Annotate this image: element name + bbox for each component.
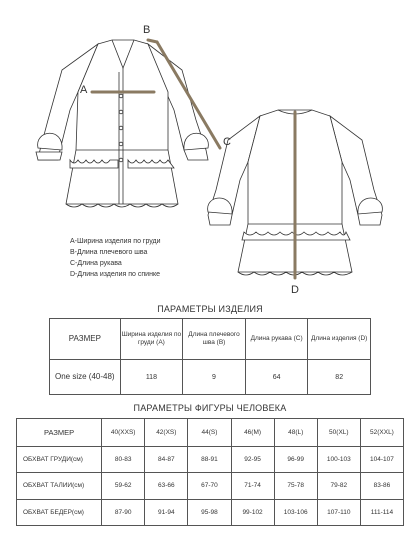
- row-label-waist: ОБХВАТ ТАЛИИ(см): [17, 473, 102, 499]
- table-cell: 96-99: [274, 447, 317, 473]
- legend-item-c: C-Длина рукава: [70, 260, 122, 267]
- header-size-52: 52(XXL): [360, 419, 403, 447]
- cell-size: One size (40-48): [50, 360, 121, 395]
- header-size-42: 42(XS): [145, 419, 188, 447]
- table-row: [17, 447, 404, 473]
- legend-item-a: A-Ширина изделия по груди: [70, 238, 161, 245]
- product-params-table: [49, 318, 371, 395]
- table-cell: 79-82: [317, 473, 360, 499]
- row-label-chest: ОБХВАТ ГРУДИ(см): [17, 447, 102, 473]
- label-a: A: [80, 84, 88, 96]
- table-cell: 111-114: [360, 499, 403, 525]
- table-header-row: [50, 319, 371, 360]
- legend-item-d: D-Длина изделия по спинке: [70, 271, 160, 278]
- legend-item-b: B-Длина плечевого шва: [70, 249, 148, 256]
- header-chest-width: Ширина изделия по груди (A): [120, 319, 183, 360]
- figure-params-title: ПАРАМЕТРЫ ФИГУРЫ ЧЕЛОВЕКА: [133, 403, 287, 413]
- table-cell: 92-95: [231, 447, 274, 473]
- table-cell: 104-107: [360, 447, 403, 473]
- header-size: РАЗМЕР: [17, 419, 102, 447]
- table-cell: 87-90: [102, 499, 145, 525]
- table-cell: 95-98: [188, 499, 231, 525]
- table-cell: 75-78: [274, 473, 317, 499]
- header-size-44: 44(S): [188, 419, 231, 447]
- row-label-hips: ОБХВАТ БЕДЕР(см): [17, 499, 102, 525]
- header-sleeve-length: Длина рукава (C): [245, 319, 308, 360]
- header-size: РАЗМЕР: [50, 319, 121, 360]
- table-cell: 88-91: [188, 447, 231, 473]
- table-cell: 80-83: [102, 447, 145, 473]
- table-cell: 67-70: [188, 473, 231, 499]
- table-cell: 107-110: [317, 499, 360, 525]
- table-row: [17, 499, 404, 525]
- label-b: B: [143, 24, 151, 36]
- cell-garment-length: 82: [308, 360, 371, 395]
- header-garment-length: Длина изделия (D): [308, 319, 371, 360]
- table-row: [17, 473, 404, 499]
- table-cell: 91-94: [145, 499, 188, 525]
- header-size-50: 50(XL): [317, 419, 360, 447]
- front-view: [36, 40, 208, 207]
- table-cell: 63-66: [145, 473, 188, 499]
- header-size-48: 48(L): [274, 419, 317, 447]
- table-cell: 59-62: [102, 473, 145, 499]
- header-size-40: 40(XXS): [102, 419, 145, 447]
- table-cell: 99-102: [231, 499, 274, 525]
- table-cell: 83-86: [360, 473, 403, 499]
- table-cell: 100-103: [317, 447, 360, 473]
- table-header-row: [17, 419, 404, 447]
- cell-sleeve-length: 64: [245, 360, 308, 395]
- table-cell: 71-74: [231, 473, 274, 499]
- product-params-title: ПАРАМЕТРЫ ИЗДЕЛИЯ: [157, 304, 263, 314]
- table-cell: 84-87: [145, 447, 188, 473]
- figure-params-table: [16, 418, 404, 526]
- header-shoulder-length: Длина плечевого шва (B): [183, 319, 246, 360]
- cell-shoulder-length: 9: [183, 360, 246, 395]
- table-cell: 103-106: [274, 499, 317, 525]
- measurement-legend: [70, 236, 161, 280]
- table-row: [50, 360, 371, 395]
- header-size-46: 46(M): [231, 419, 274, 447]
- label-c: C: [223, 136, 231, 148]
- cell-chest-width: 118: [120, 360, 183, 395]
- label-d: D: [291, 284, 299, 296]
